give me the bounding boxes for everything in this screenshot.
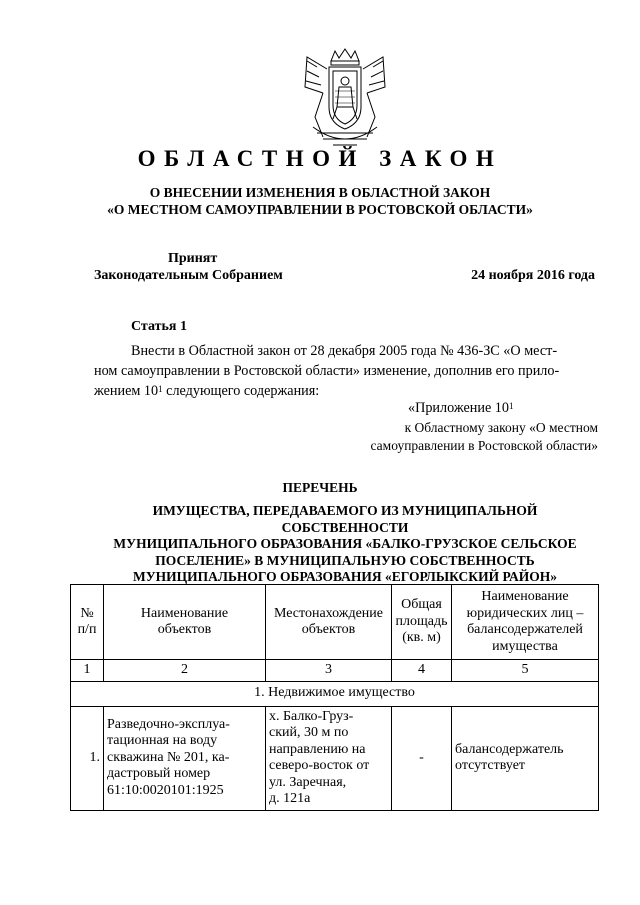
header-text: Наименование bbox=[481, 589, 569, 604]
cell-text: балансодержатель bbox=[455, 741, 564, 757]
cell-text: северо-восток от bbox=[269, 758, 370, 773]
superscript: 1 bbox=[508, 401, 514, 411]
appendix-subtitle-line: к Областному закону «О местном bbox=[404, 420, 598, 435]
list-subtitle bbox=[90, 503, 600, 586]
section-row bbox=[71, 681, 599, 706]
cell-text: 61:10:0020101:1925 bbox=[107, 782, 224, 798]
cell-text: ский, 30 м по bbox=[269, 725, 349, 740]
column-number-row bbox=[71, 660, 599, 682]
column-number: 5 bbox=[452, 660, 599, 682]
appendix-reference-text: «Приложение 10 bbox=[408, 400, 509, 416]
law-subtitle-line: О ВНЕСЕНИИ ИЗМЕНЕНИЯ В ОБЛАСТНОЙ ЗАКОН bbox=[149, 185, 491, 200]
header-text: объектов bbox=[157, 622, 212, 637]
table-header-row bbox=[71, 585, 599, 660]
header-text: балансодержателей bbox=[467, 622, 583, 637]
header-text: юридических лиц – bbox=[466, 605, 584, 621]
table-row bbox=[71, 706, 599, 810]
law-subtitle bbox=[100, 184, 540, 218]
header-location bbox=[266, 585, 392, 660]
section-title: 1. Недвижимое имущество bbox=[71, 681, 599, 706]
header-text: Местонахождение bbox=[273, 605, 383, 621]
header-num bbox=[71, 585, 104, 660]
cell-text: тационная на воду bbox=[107, 733, 218, 749]
row-area: - bbox=[392, 706, 452, 810]
appendix-reference bbox=[408, 399, 513, 417]
law-title: ОБЛАСТНОЙ ЗАКОН bbox=[137, 146, 503, 171]
header-text: Наименование bbox=[140, 605, 229, 621]
header-text: (кв. м) bbox=[402, 630, 441, 646]
cell-text: отсутствует bbox=[455, 758, 526, 773]
adopted-body: Законодательным Собранием bbox=[94, 268, 283, 283]
header-text: п/п bbox=[77, 622, 97, 637]
article-line-text: жением 10 bbox=[94, 383, 159, 399]
appendix-subtitle bbox=[330, 419, 598, 455]
law-subtitle-line: «О МЕСТНОМ САМОУПРАВЛЕНИИ В РОСТОВСКОЙ ОБЛАСТИ» bbox=[107, 202, 533, 217]
column-number: 4 bbox=[392, 660, 452, 682]
article-line-text: следующего содержания: bbox=[162, 383, 320, 399]
cell-text: дастровый номер bbox=[107, 766, 211, 782]
article-line: Внести в Областной закон от 28 декабря 2005 года № 436-ЗС «О мест- bbox=[131, 343, 558, 359]
row-object-name bbox=[104, 706, 266, 810]
header-text: площадь bbox=[395, 613, 448, 629]
adopted-date: 24 ноября 2016 года bbox=[471, 268, 595, 283]
cell-text: скважина № 201, ка- bbox=[107, 749, 230, 765]
article-body bbox=[94, 341, 596, 401]
row-balance-holder bbox=[452, 706, 599, 810]
list-subtitle-line: МУНИЦИПАЛЬНОГО ОБРАЗОВАНИЯ «ЕГОРЛЫКСКИЙ РАЙОН» bbox=[133, 569, 557, 584]
coat-of-arms-icon bbox=[293, 47, 397, 155]
header-text: имущества bbox=[492, 638, 558, 654]
list-subtitle-line: МУНИЦИПАЛЬНОГО ОБРАЗОВАНИЯ «БАЛКО-ГРУЗСКОЕ СЕЛЬСКОЕ bbox=[113, 536, 577, 551]
article-heading: Статья 1 bbox=[131, 319, 187, 334]
header-balance-holder bbox=[452, 585, 599, 660]
property-table bbox=[70, 584, 599, 811]
column-number: 3 bbox=[266, 660, 392, 682]
cell-text: Разведочно-эксплуа- bbox=[107, 716, 230, 732]
header-text: № bbox=[80, 605, 94, 621]
cell-text: х. Балко-Груз- bbox=[269, 708, 354, 724]
header-text: объектов bbox=[301, 622, 356, 637]
appendix-subtitle-line: самоуправлении в Ростовской области» bbox=[370, 438, 598, 453]
article-line: ном самоуправлении в Ростовской области» изменение, дополнив его прило- bbox=[94, 363, 560, 379]
header-name bbox=[104, 585, 266, 660]
header-area bbox=[392, 585, 452, 660]
header-text: Общая bbox=[401, 597, 442, 613]
list-title: ПЕРЕЧЕНЬ bbox=[282, 480, 358, 495]
column-number: 2 bbox=[104, 660, 266, 682]
cell-text: д. 121а bbox=[269, 791, 311, 806]
cell-text: ул. Заречная, bbox=[269, 774, 347, 790]
row-number: 1. bbox=[71, 706, 104, 810]
list-subtitle-line: ИМУЩЕСТВА, ПЕРЕДАВАЕМОГО ИЗ МУНИЦИПАЛЬНОЙ СОБСТВЕННОСТИ bbox=[152, 503, 538, 535]
article-line bbox=[94, 381, 596, 401]
row-location bbox=[266, 706, 392, 810]
cell-text: направлению на bbox=[269, 741, 366, 757]
adopted-label: Принят bbox=[168, 251, 218, 266]
list-subtitle-line: ПОСЕЛЕНИЕ» В МУНИЦИПАЛЬНУЮ СОБСТВЕННОСТЬ bbox=[155, 552, 535, 568]
column-number: 1 bbox=[71, 660, 104, 682]
superscript: 1 bbox=[158, 384, 163, 394]
